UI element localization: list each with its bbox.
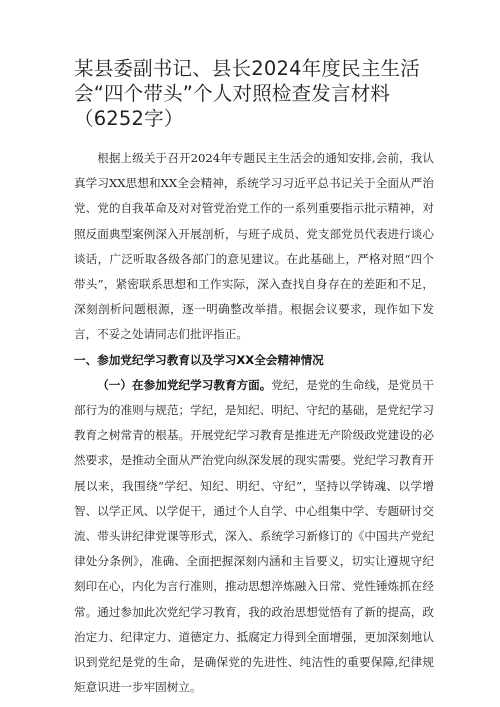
subsection-paragraph: [74, 373, 434, 701]
subsection-lead: （一）在参加党纪学习教育方面。: [97, 377, 272, 392]
intro-paragraph: 根据上级关于召开2024年专题民主生活会的通知安排,会前，我认真学习XX思想和XX全会精神，系统学习习近平总书记关于全面从严治党、党的自我革命及对对管党治党工作的一系列重要指示批示精神，对照反面典型案例深入开展剖析，与班子成员、党支部党员代表进行谈心谈话，广泛听取各级各部门的意见建议。在此基础上，严格对照“四个带头”，紧密联系思想和工作实际，深入查找自身存在的差距和不足，深刻剖析问题根源，逐一明确整改举措。根据会议要求，现作如下发言，不妥之处请同志们批评指正。: [74, 151, 434, 342]
subsection-body: 党纪，是党的生命线，是党员干部行为的准则与规范；学纪，是知纪、明纪、守纪的基础，是党纪学习教育之树常青的根基。开展党纪学习教育是推进无产阶级政党建设的必然要求，是推动全面从严治党向纵深发展的现实需要。党纪学习教育开展以来，我围绕“学纪、知纪、明纪、守纪”，坚持以学铸魂、以学增智、以学正风、以学促干，通过个人自学、中心组集中学、专题研讨交流、带头讲纪律党课等形式，深入、系统学习新修订的《中国共产党纪律处分条例》，准确、全面把握深刻内涵和主旨要义，切实让遵规守纪刻印在心，内化为言行准则，推动思想淬炼融入日常、党性锤炼抓在经常。通过参加此次党纪学习教育，我的政治思想觉悟有了新的提高，政治定力、纪律定力、道德定力、抵腐定力得到全面增强，更加深刻地认识到党纪是党的生命，是确保党的先进性、纯洁性的重要保障,纪律规矩意识进一步牢固树立。: [74, 377, 434, 695]
document-title: 某县委副书记、县长2024年度民主生活会“四个带头”个人对照检查发言材料（6252字）: [74, 57, 420, 130]
section-heading: 一、参加党纪学习教育以及学习XX全会精神情况: [74, 352, 324, 367]
